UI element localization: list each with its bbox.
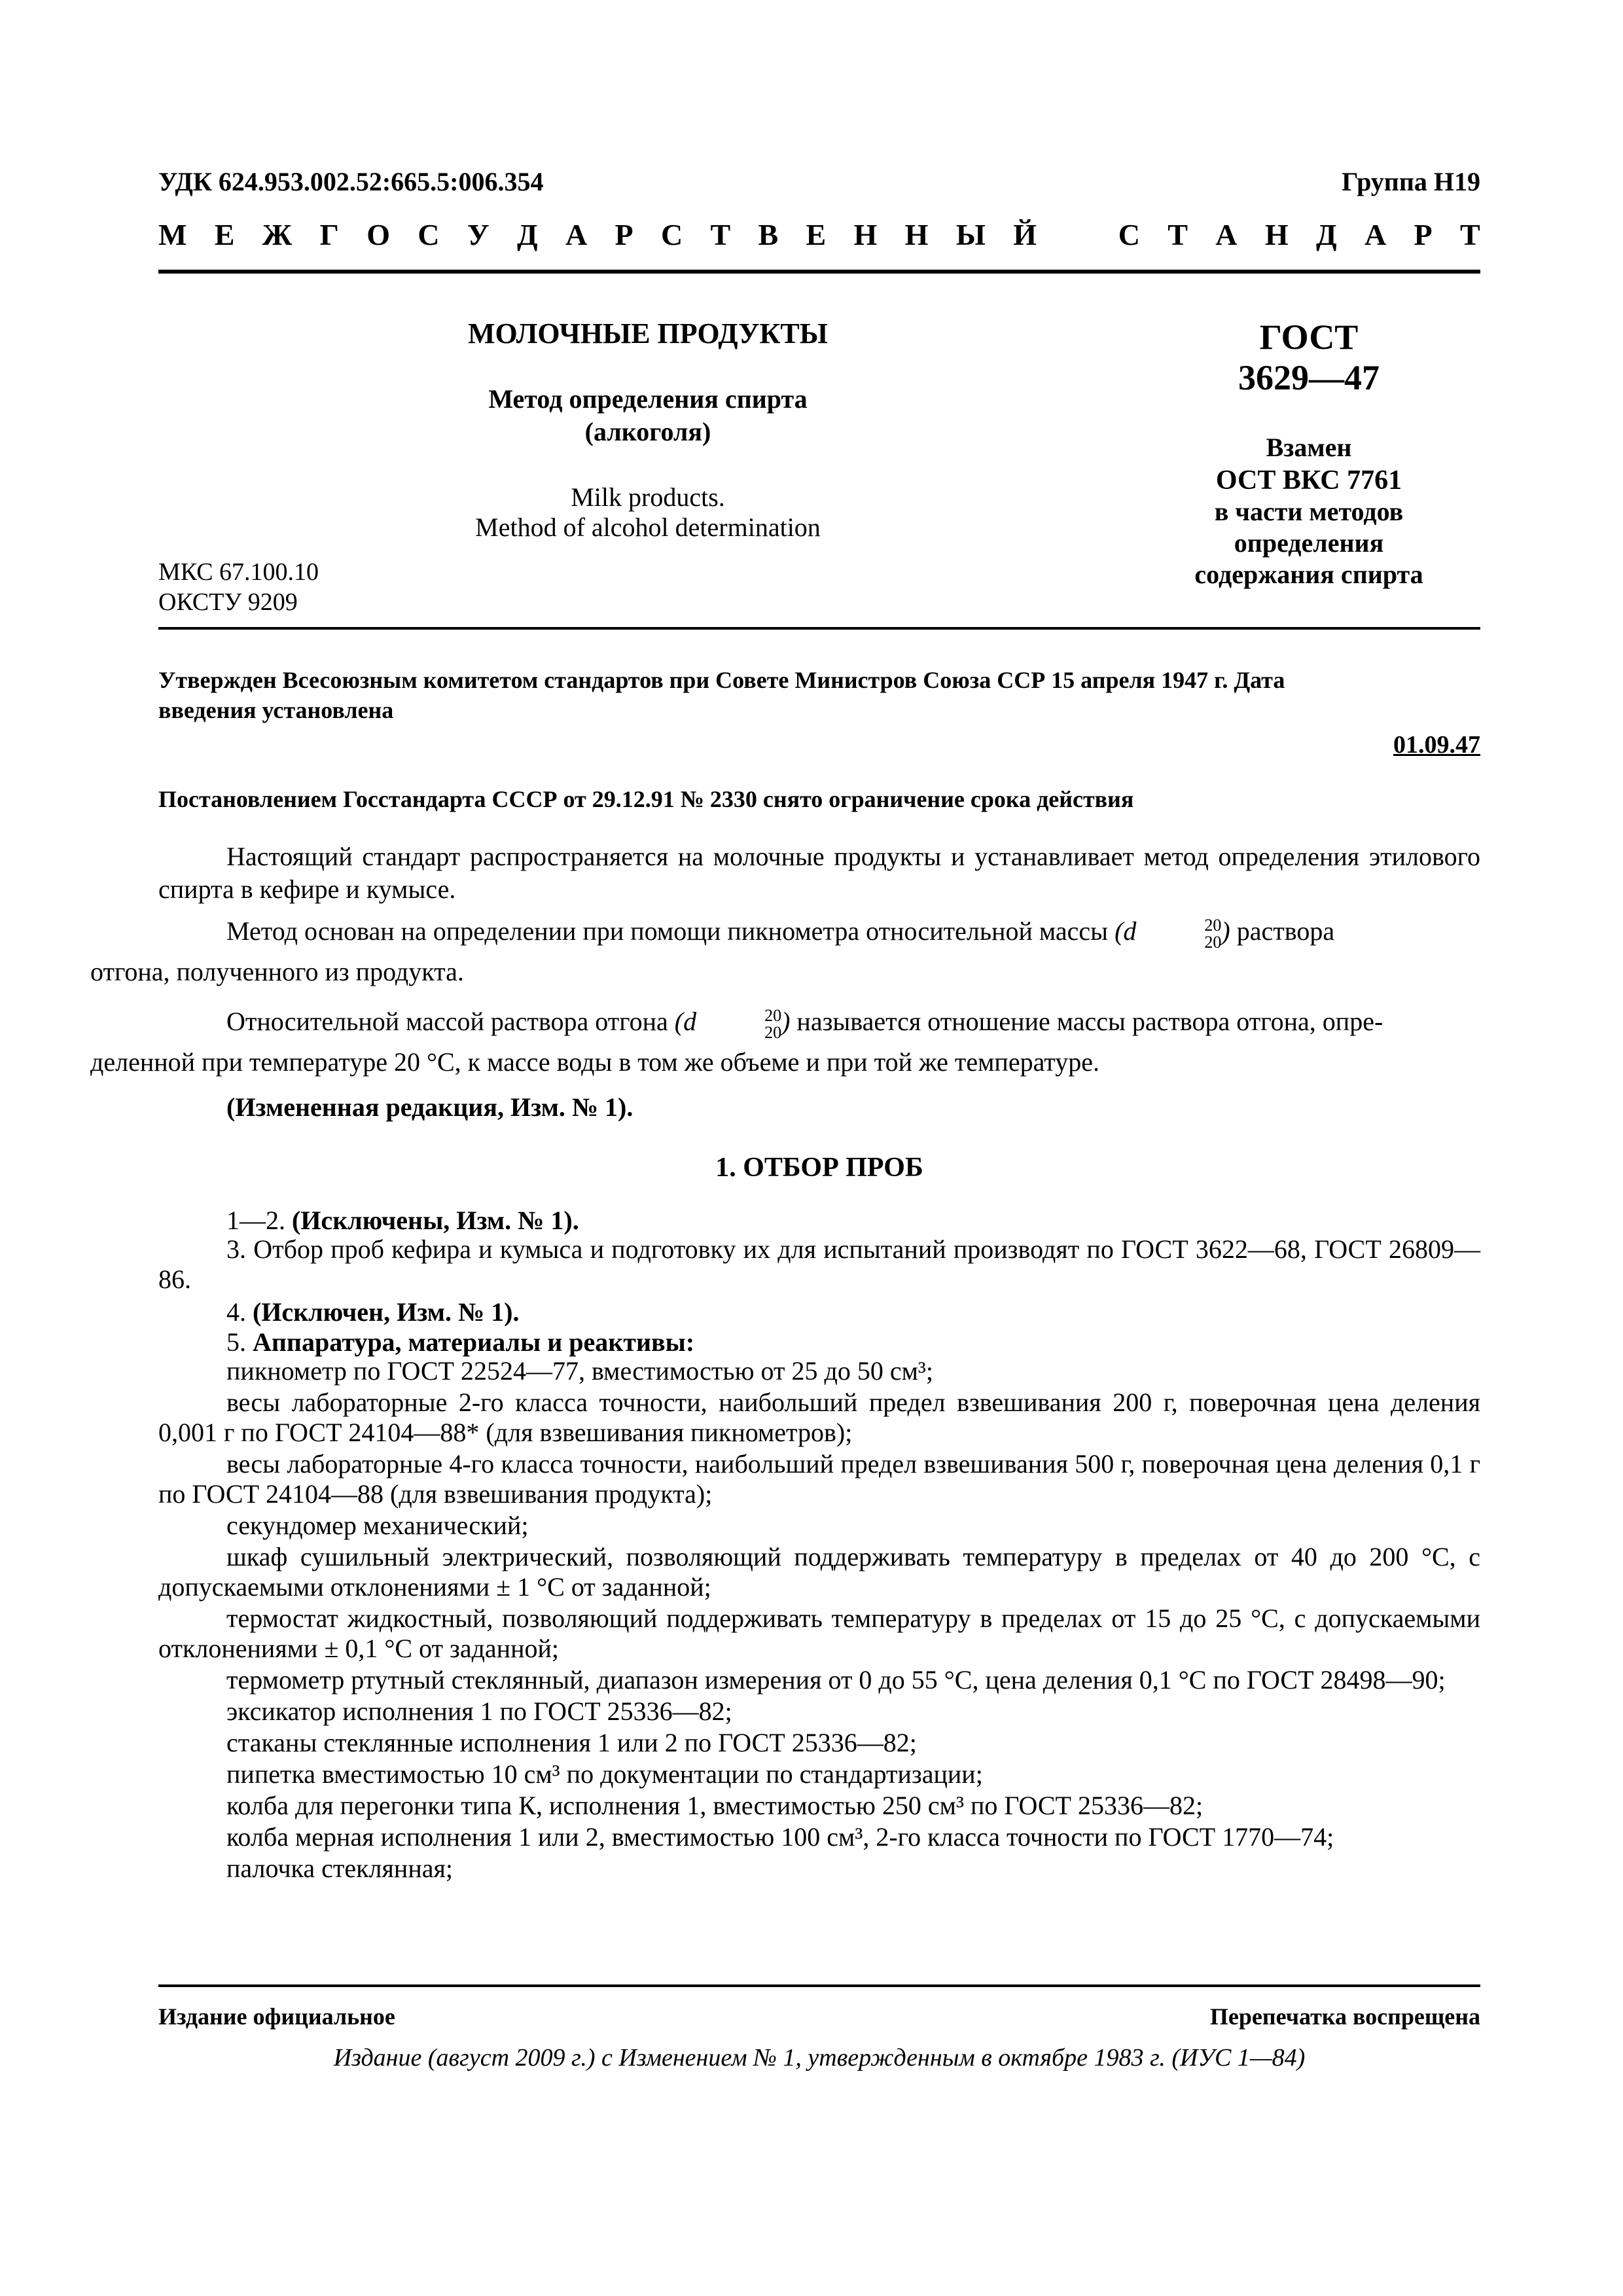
banner-letter: Н bbox=[853, 218, 878, 251]
item-1-2: 1—2. (Исключены, Изм. № 1). bbox=[226, 1206, 579, 1235]
replaces-block bbox=[1165, 432, 1453, 590]
english-title-line2: Method of alcohol determination bbox=[475, 512, 821, 542]
document-subtitle-line1: Метод определения спирта bbox=[488, 384, 808, 414]
okstu-code: ОКСТУ 9209 bbox=[158, 588, 298, 616]
english-title-line1: Milk products. bbox=[571, 482, 725, 512]
banner-letter: Т bbox=[1459, 218, 1480, 251]
document-subtitle-line2: (алкоголя) bbox=[584, 417, 711, 446]
intro-paragraph-1: Настоящий стандарт распространяется на молочные продукты и устанавливает метод определения этилового спирта в кефире и кумысе. bbox=[158, 842, 1480, 904]
equipment-item: стаканы стеклянные исполнения 1 или 2 по ГОСТ 25336—82; bbox=[226, 1728, 917, 1757]
item-4: 4. (Исключен, Изм. № 1). bbox=[226, 1297, 520, 1327]
approval-line1: Утвержден Всесоюзным комитетом стандартов при Совете Министров Союза ССР 15 апреля 1947 г. Дата bbox=[158, 667, 1285, 693]
edition-note: Издание (август 2009 г.) с Изменением № 1, утвержденным в октябре 1983 г. (ИУС 1—84) bbox=[333, 2044, 1306, 2072]
section-1-heading: 1. ОТБОР ПРОБ bbox=[715, 1153, 923, 1183]
amended-note: (Измененная редакция, Изм. № 1). bbox=[226, 1092, 633, 1122]
equipment-item: весы лабораторные 2-го класса точности, наибольший предел взвешивания 200 г, поверочная цена деления 0,001 г по ГОСТ 24104—88* (для взвешивания пикнометров); bbox=[158, 1388, 1480, 1447]
replaces-line: в части методов bbox=[1214, 497, 1404, 526]
banner-letter: А bbox=[1364, 218, 1387, 251]
equipment-item: пикнометр по ГОСТ 22524—77, вместимостью от 25 до 50 см³; bbox=[226, 1356, 933, 1386]
banner-letter: А bbox=[1215, 218, 1238, 251]
banner-letter: В bbox=[758, 218, 779, 251]
intro-paragraph-2 bbox=[90, 911, 1480, 992]
banner-letter: С bbox=[1118, 218, 1140, 251]
gost-label: ГОСТ bbox=[1259, 317, 1359, 357]
official-edition-label: Издание официальное bbox=[158, 2003, 395, 2030]
gost-number: 3629—47 bbox=[1238, 358, 1380, 397]
item-3: 3. Отбор проб кефира и кумыса и подготовку их для испытаний производят по ГОСТ 3622—68, ГОСТ 26809—86. bbox=[158, 1234, 1480, 1294]
banner-letter: Т bbox=[710, 218, 731, 251]
intro-p3-text-a: Относительной массой раствора отгона bbox=[226, 1007, 668, 1036]
group-code: Группа Н19 bbox=[1342, 167, 1480, 196]
intro-paragraph-3 bbox=[90, 1001, 1480, 1083]
equipment-item: пипетка вместимостью 10 см³ по документации по стандартизации; bbox=[226, 1759, 983, 1789]
footer-rule bbox=[158, 1984, 1480, 1987]
banner-letter: Ж bbox=[262, 218, 293, 251]
replaces-line: определения bbox=[1234, 528, 1384, 558]
banner-letter: М bbox=[158, 218, 187, 251]
banner-letter: Й bbox=[1013, 218, 1037, 251]
equipment-item: колба мерная исполнения 1 или 2, вместимостью 100 см³, 2-го класса точности по ГОСТ 1770—74; bbox=[226, 1822, 1334, 1852]
equipment-item: шкаф сушильный электрический, позволяющий поддерживать температуру в пределах от 40 до 200 °С, с допускаемыми отклонениями ± 1 °С от заданной; bbox=[158, 1542, 1480, 1602]
banner-letter: С bbox=[660, 218, 683, 251]
banner-letter: Н bbox=[1264, 218, 1289, 251]
banner-letter: Р bbox=[1414, 218, 1433, 251]
replaces-line: ОСТ ВКС 7761 bbox=[1215, 465, 1402, 495]
banner-letter: Г bbox=[319, 218, 339, 251]
banner-letter: Д bbox=[1315, 218, 1337, 251]
banner-letter: Е bbox=[806, 218, 827, 251]
banner-letter: Н bbox=[904, 218, 929, 251]
banner-letter: Д bbox=[516, 218, 538, 251]
intro-p2-text-c: отгона, полученного из продукта. bbox=[90, 957, 464, 986]
intro-p3-text-c: деленной при температуре 20 °С, к массе воды в том же объеме и при той же температуре. bbox=[90, 1047, 1100, 1077]
equipment-item: весы лабораторные 4-го класса точности, наибольший предел взвешивания 500 г, поверочная цена деления 0,1 г по ГОСТ 24104—88 (для взвешивания продукта); bbox=[158, 1449, 1480, 1509]
equipment-item: секундомер механический; bbox=[226, 1511, 529, 1540]
item-5: 5. Аппаратура, материалы и реактивы: bbox=[226, 1327, 695, 1357]
interstate-standard-banner bbox=[158, 217, 1480, 252]
banner-letter: А bbox=[565, 218, 588, 251]
equipment-item: колба для перегонки типа К, исполнения 1, вместимостью 250 см³ по ГОСТ 25336—82; bbox=[226, 1791, 1204, 1820]
banner-letter: У bbox=[467, 218, 490, 251]
relative-mass-symbol: (d 20 20 ) bbox=[1115, 915, 1230, 952]
mks-code: МКС 67.100.10 bbox=[158, 558, 319, 586]
banner-letter: Ы bbox=[955, 218, 986, 251]
equipment-item: термостат жидкостный, позволяющий поддерживать температуру в пределах от 15 до 25 °С, с допускаемыми отклонениями ± 0,1 °С от заданной; bbox=[158, 1604, 1480, 1663]
intro-p2-text-b: раствора bbox=[1236, 916, 1335, 946]
approval-line2: введения установлена bbox=[158, 697, 394, 723]
equipment-item: термометр ртутный стеклянный, диапазон измерения от 0 до 55 °С, цена деления 0,1 °С по ГОСТ 28498—90; bbox=[226, 1665, 1446, 1695]
equipment-item: эксикатор исполнения 1 по ГОСТ 25336—82; bbox=[226, 1696, 732, 1726]
intro-p3-text-b: называется отношение массы раствора отгона, опре- bbox=[796, 1007, 1383, 1036]
banner-letter: О bbox=[366, 218, 390, 251]
decree-line: Постановлением Госстандарта СССР от 29.12.91 № 2330 снято ограничение срока действия bbox=[158, 786, 1134, 812]
equipment-item: палочка стеклянная; bbox=[226, 1854, 453, 1883]
equipment-list bbox=[158, 1356, 1480, 1885]
banner-letter: С bbox=[418, 218, 440, 251]
banner-letter bbox=[1064, 217, 1090, 252]
replaces-line: Взамен bbox=[1266, 433, 1352, 462]
udk-code: УДК 624.953.002.52:665.5:006.354 bbox=[158, 167, 544, 196]
title-block-rule bbox=[158, 627, 1480, 630]
header-rule bbox=[158, 270, 1480, 274]
banner-letter: Т bbox=[1168, 218, 1188, 251]
replaces-line: содержания спирта bbox=[1194, 560, 1423, 589]
document-title: МОЛОЧНЫЕ ПРОДУКТЫ bbox=[468, 317, 828, 350]
relative-mass-symbol: (d 20 20 ) bbox=[674, 1005, 791, 1042]
banner-letter: Е bbox=[214, 218, 235, 251]
reprint-prohibited-label: Перепечатка воспрещена bbox=[1209, 2003, 1480, 2030]
introduction-date: 01.09.47 bbox=[1393, 731, 1480, 759]
banner-letter: Р bbox=[615, 218, 633, 251]
intro-p2-text-a: Метод основан на определении при помощи пикнометра относительной массы bbox=[226, 916, 1109, 946]
